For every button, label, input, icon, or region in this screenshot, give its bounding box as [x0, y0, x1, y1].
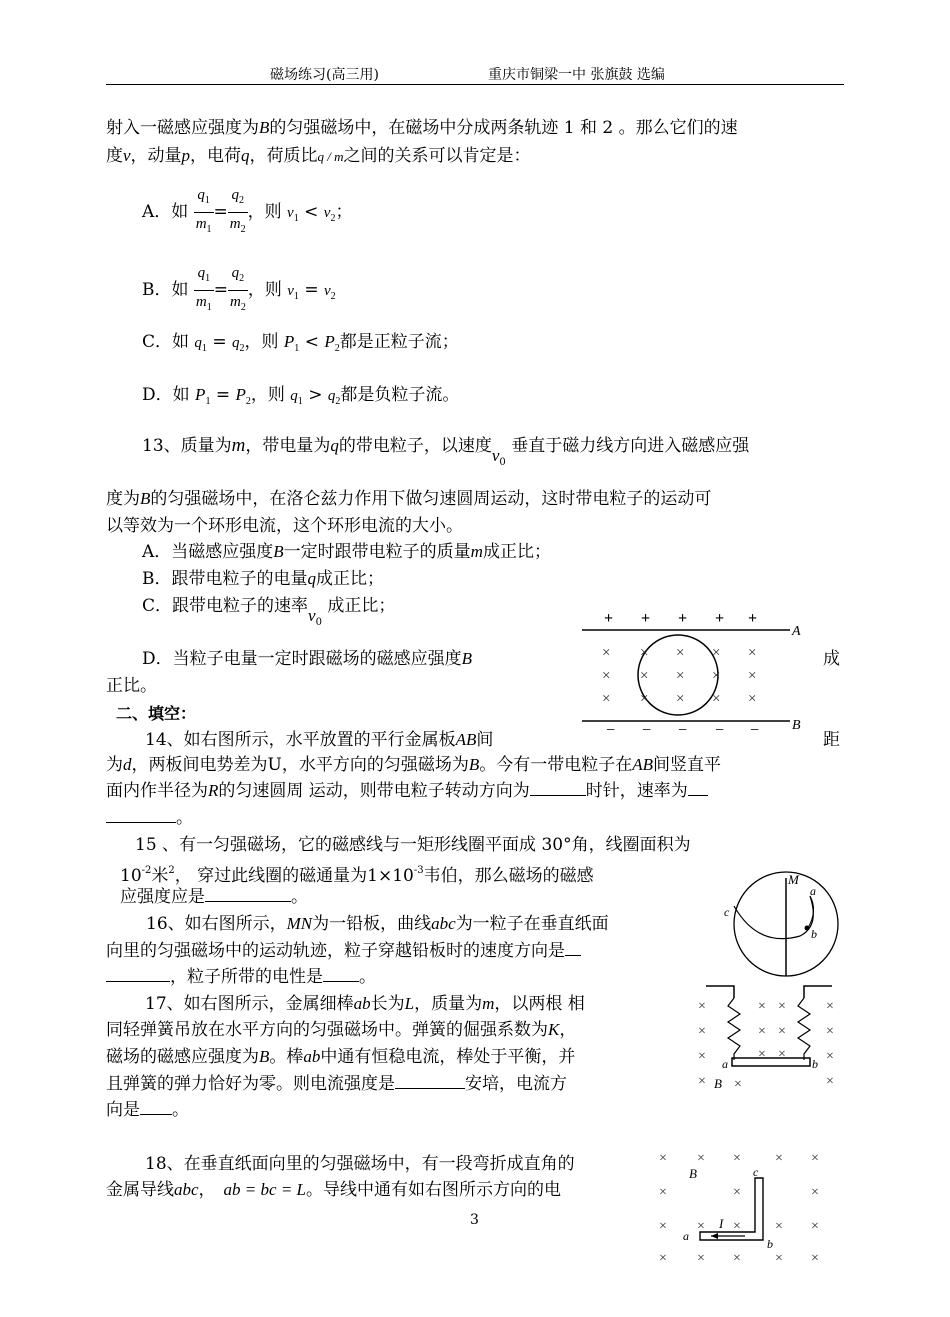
- q12-option-b: B．如 $\frac{q_1}{m_1}$ = $\frac{q_2}{m_2}$ ，则 $v_1 = v_2$: [142, 262, 336, 319]
- svg-text:×: ×: [602, 668, 611, 684]
- q13-option-d-cont: 正比。: [106, 676, 157, 696]
- q17-line4: 且弹簧的弹力恰好为零。则电流强度是 安培，电流方: [106, 1074, 567, 1094]
- fig17-label-a: a: [722, 1057, 728, 1071]
- fig14-plus: +: [641, 610, 651, 627]
- svg-text:×: ×: [733, 1251, 741, 1266]
- fig18-label-a: a: [683, 1229, 689, 1243]
- q14-line4: 。: [106, 806, 193, 830]
- svg-text:×: ×: [712, 668, 721, 684]
- svg-text:×: ×: [775, 1251, 783, 1266]
- fig17-rod: [732, 1058, 810, 1066]
- q13-option-b: B．跟带电粒子的电量q成正比；: [142, 569, 384, 589]
- svg-text:×: ×: [811, 1251, 819, 1266]
- svg-text:−: −: [678, 722, 688, 735]
- fig18-label-current: I: [719, 1216, 724, 1231]
- fig17-springs: [728, 998, 810, 1060]
- page-number: 3: [470, 1212, 479, 1228]
- svg-text:×: ×: [640, 668, 649, 684]
- q15-line2: $10^{-2}$米$^2$， 穿过此线圈的磁通量为$1\times 10^{-3}$韦伯，那么磁场的磁感: [120, 865, 594, 886]
- svg-text:×: ×: [826, 1049, 834, 1064]
- fig16-label-a: a: [810, 884, 816, 898]
- svg-text:×: ×: [676, 668, 685, 684]
- svg-text:×: ×: [733, 1219, 741, 1234]
- svg-text:×: ×: [733, 1185, 741, 1200]
- fig14-plus: +: [715, 610, 725, 627]
- svg-text:×: ×: [811, 1219, 819, 1234]
- fig16-label-b: b: [811, 927, 817, 941]
- fig14-plus: +: [604, 610, 614, 627]
- q14-blank-speed[interactable]: [688, 779, 708, 796]
- q12-line2: 度v，动量p，电荷q，荷质比q / m之间的关系可以肯定是：: [106, 146, 531, 166]
- header-right: 重庆市铜梁一中 张旗鼓 选编: [488, 67, 665, 83]
- fig18-label-c: c: [753, 1165, 759, 1179]
- svg-text:×: ×: [775, 1219, 783, 1234]
- fig18-arrow-head: [711, 1233, 718, 1239]
- header-rule: [106, 84, 844, 85]
- q16-blank-direction[interactable]: [565, 939, 581, 956]
- svg-text:×: ×: [733, 1151, 741, 1166]
- header-left: 磁场练习(高三用): [270, 67, 379, 83]
- q14-blank-speed-cont[interactable]: [106, 806, 176, 823]
- svg-text:×: ×: [659, 1219, 667, 1234]
- svg-text:×: ×: [697, 1251, 705, 1266]
- q13-line1: 13、质量为m，带电量为q的带电粒子，以速度$v_0$ 垂直于磁力线方向进入磁感应强: [142, 435, 750, 468]
- q15-line1: 15 、有一匀强磁场，它的磁感线与一矩形线圈平面成 30°角，线圈面积为: [135, 835, 691, 855]
- fig14-crosses: [602, 645, 756, 707]
- svg-text:−: −: [642, 722, 652, 735]
- fig16-point-b: [805, 926, 810, 931]
- svg-text:×: ×: [748, 691, 757, 707]
- q17-blank-direction[interactable]: [140, 1098, 172, 1115]
- fig18-wire: [700, 1178, 763, 1240]
- svg-text:−: −: [715, 722, 725, 735]
- svg-text:×: ×: [640, 645, 649, 661]
- svg-text:×: ×: [811, 1151, 819, 1166]
- svg-text:×: ×: [697, 1219, 705, 1234]
- svg-text:×: ×: [748, 668, 757, 684]
- fig14-plus-signs: [604, 610, 757, 627]
- fig14-plus: +: [748, 610, 758, 627]
- fig16-trajectory-diagram: [718, 868, 843, 980]
- svg-text:×: ×: [734, 1077, 742, 1092]
- svg-text:×: ×: [698, 1024, 706, 1039]
- q14-line1-end: 距: [823, 730, 840, 750]
- q14-line3: 面内作半径为R的匀速圆周 运动，则带电粒子转动方向为 时针，速率为: [106, 779, 708, 803]
- svg-text:×: ×: [659, 1251, 667, 1266]
- fig18-label-b: b: [767, 1237, 773, 1251]
- svg-text:×: ×: [826, 999, 834, 1014]
- svg-text:×: ×: [602, 691, 611, 707]
- q13-option-d: D．当粒子电量一定时跟磁场的磁感应强度B: [142, 649, 473, 669]
- fig18-crosses: [659, 1151, 819, 1266]
- fig16-label-c: c: [724, 905, 730, 919]
- svg-text:−: −: [750, 722, 760, 735]
- q14-blank-direction[interactable]: [530, 779, 586, 796]
- svg-text:×: ×: [659, 1151, 667, 1166]
- fig18-label-field: B: [689, 1166, 697, 1181]
- svg-text:×: ×: [748, 645, 757, 661]
- q17-line1: 17、如右图所示，金属细棒ab长为L，质量为m，以两根 相: [145, 994, 585, 1014]
- q17-line3: 磁场的磁感应强度为B。棒ab中通有恒稳电流，棒处于平衡，并: [106, 1047, 576, 1067]
- section-title: 二、填空：: [116, 704, 197, 723]
- svg-text:×: ×: [826, 1024, 834, 1039]
- q15-blank[interactable]: [205, 885, 291, 902]
- q14-line1: 14、如右图所示，水平放置的平行金属板AB间: [145, 730, 494, 750]
- svg-text:×: ×: [758, 999, 766, 1014]
- q16-line2: 向里的匀强磁场中的运动轨迹，粒子穿越铅板时的速度方向是: [106, 939, 581, 963]
- svg-text:−: −: [606, 722, 616, 735]
- svg-text:×: ×: [659, 1185, 667, 1200]
- svg-text:×: ×: [712, 691, 721, 707]
- fig14-minus-signs: [606, 722, 759, 735]
- q12-option-c: C．如 $q_1 = q_2$，则 $P_1 < P_2$都是正粒子流；: [142, 332, 459, 354]
- fig14-label-b: B: [792, 718, 801, 733]
- svg-text:×: ×: [640, 691, 649, 707]
- svg-text:×: ×: [676, 645, 685, 661]
- fig17-spring-rod-diagram: [694, 980, 844, 1095]
- q16-blank-direction-cont[interactable]: [106, 965, 170, 982]
- fig14-label-a: A: [792, 624, 801, 639]
- svg-text:×: ×: [811, 1185, 819, 1200]
- q13-option-c: C．跟带电粒子的速率$v_0$ 成正比；: [142, 596, 396, 628]
- svg-text:×: ×: [778, 999, 786, 1014]
- svg-text:×: ×: [676, 691, 685, 707]
- q12-option-a: A．如 $\frac{q_1}{m_1}$ = $\frac{q_2}{m_2}$ ，则 $v_1 < v_2$；: [142, 184, 352, 241]
- fig17-supports: [706, 986, 832, 998]
- fig17-label-b: b: [812, 1057, 818, 1071]
- q18-line2: 金属导线abc， ab = bc = L。导线中通有如右图所示方向的电: [106, 1180, 561, 1200]
- q17-blank-current[interactable]: [395, 1072, 465, 1089]
- q16-blank-charge[interactable]: [323, 965, 359, 982]
- q16-line3: ，粒子所带的电性是 。: [106, 965, 376, 989]
- q16-line1: 16、如右图所示，MN为一铅板，曲线abc为一粒子在垂直纸面: [146, 914, 609, 934]
- svg-text:×: ×: [778, 1024, 786, 1039]
- fig16-trajectory-curve: [734, 896, 813, 939]
- q15-line3: 应强度应是 。: [120, 887, 308, 907]
- svg-text:×: ×: [602, 645, 611, 661]
- svg-text:×: ×: [697, 1151, 705, 1166]
- svg-text:×: ×: [826, 1074, 834, 1089]
- svg-text:×: ×: [712, 645, 721, 661]
- fig18-bent-wire-diagram: [655, 1148, 835, 1268]
- q13-option-d-end: 成: [823, 649, 840, 669]
- fig17-label-field: B: [714, 1076, 722, 1091]
- fig14-parallel-plates-diagram: [578, 605, 818, 735]
- q13-line2: 度为B的匀强磁场中，在洛仑兹力作用下做匀速圆周运动，这时带电粒子的运动可: [106, 489, 712, 509]
- svg-text:×: ×: [778, 1047, 786, 1062]
- svg-text:×: ×: [758, 1024, 766, 1039]
- q12-line1: 射入一磁感应强度为B的匀强磁场中，在磁场中分成两条轨迹 1 和 2 。那么它们的速: [106, 118, 738, 138]
- svg-text:×: ×: [698, 1074, 706, 1089]
- svg-text:×: ×: [758, 1047, 766, 1062]
- q17-line2: 同轻弹簧吊放在水平方向的匀强磁场中。弹簧的倔强系数为K，: [106, 1020, 577, 1040]
- q12-option-d: D．如 $P_1 = P_2$，则 $q_1 > q_2$都是负粒子流。: [142, 385, 460, 407]
- fig16-label-m: M: [788, 872, 799, 887]
- svg-text:×: ×: [698, 999, 706, 1014]
- fig14-plus: +: [678, 610, 688, 627]
- q13-line3: 以等效为一个环形电流，这个环形电流的大小。: [106, 516, 463, 536]
- q14-line2: 为d，两板间电势差为U，水平方向的匀强磁场为B。今有一带电粒子在AB间竖直平: [106, 755, 721, 775]
- q17-line5: 向是 。: [106, 1100, 189, 1120]
- svg-text:×: ×: [698, 1049, 706, 1064]
- q13-option-a: A．当磁感应强度B一定时跟带电粒子的质量m成正比；: [142, 542, 551, 562]
- svg-text:×: ×: [775, 1151, 783, 1166]
- q18-line1: 18、在垂直纸面向里的匀强磁场中，有一段弯折成直角的: [145, 1154, 575, 1174]
